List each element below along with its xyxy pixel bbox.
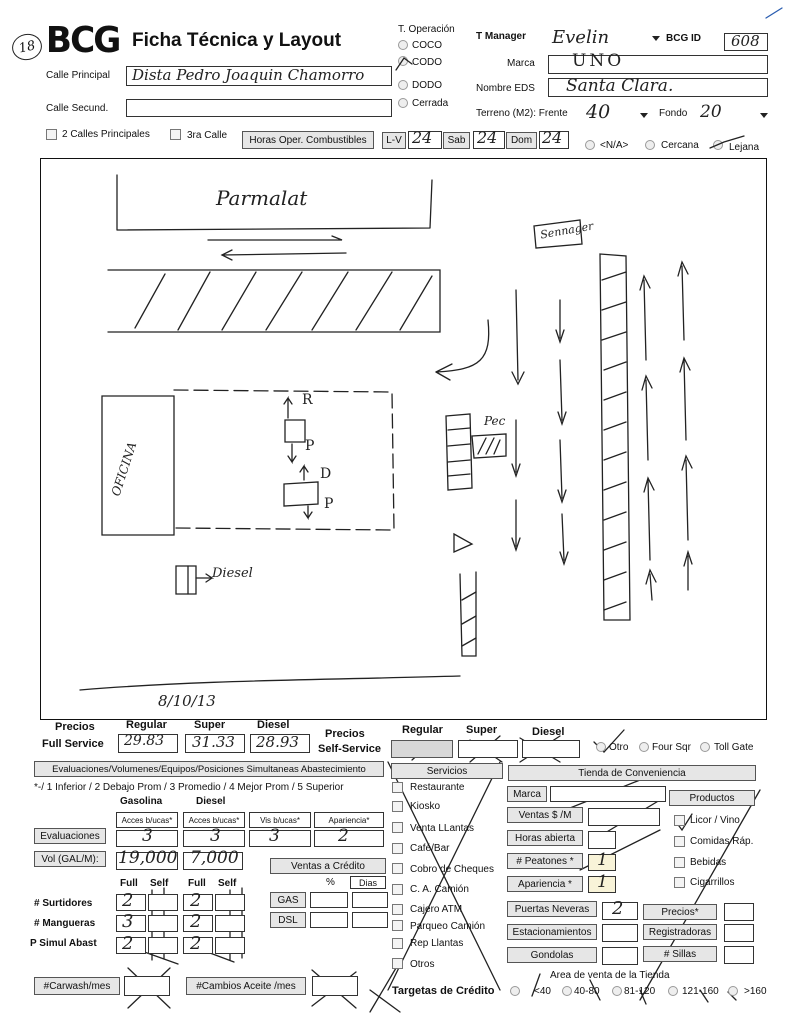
sab-value: 24 (477, 128, 498, 147)
aparien-header-text: Apariencia* (328, 815, 370, 825)
dos-calles-checkbox[interactable] (46, 129, 57, 140)
precios-tienda-label: Precios* (643, 904, 717, 920)
precio-diesel-value: 28.93 (256, 733, 299, 751)
simul-gas-full-value: 2 (122, 933, 134, 954)
area-label-0: <40 (534, 986, 551, 997)
eval-apar-field[interactable] (314, 830, 384, 847)
cambios-label: #Cambios Aceite /mes (186, 977, 306, 995)
surt-gas-self-field[interactable] (148, 894, 178, 911)
eval-vis-field[interactable] (249, 830, 311, 847)
registradoras-label: Registradoras (643, 924, 717, 940)
mang-dsl-full-value: 2 (190, 911, 202, 932)
marca-label: Marca (507, 58, 535, 69)
self-header-dsl: Self (218, 878, 237, 889)
area-label-4: >160 (744, 986, 767, 997)
servicio-checkbox-3[interactable] (392, 843, 403, 854)
precios-label: Precios (55, 721, 95, 733)
sketch-label-d: D (320, 466, 332, 482)
cambios-field[interactable] (312, 976, 358, 996)
t-operacion-cerrada: Cerrada (412, 98, 449, 109)
vol-gas-value: 19,000 (118, 848, 178, 868)
puertas-neveras-value: 2 (612, 898, 624, 919)
full-header-dsl: Full (188, 878, 206, 889)
t-operacion-radio-coco[interactable] (398, 40, 408, 50)
servicio-label-2: Venta LLantas (410, 823, 474, 834)
four-sqr-radio[interactable] (639, 742, 649, 752)
tienda-marca-label: Marca (507, 786, 547, 802)
visib-header (249, 812, 311, 828)
aparien-header (314, 812, 384, 828)
frente-dropdown-icon[interactable] (640, 113, 648, 118)
precio-super-value: 31.33 (192, 733, 235, 751)
peatones-label: # Peatones * (507, 853, 583, 869)
estacionamientos-field[interactable] (602, 924, 638, 942)
eval-apar-value: 2 (338, 826, 349, 846)
servicio-checkbox-1[interactable] (392, 801, 403, 812)
bcg-id-value: 608 (731, 32, 760, 50)
full-service-label: Full Service (42, 738, 104, 750)
producto-label-1: Comidas Ráp. (690, 836, 754, 847)
servicio-checkbox-5[interactable] (392, 884, 403, 895)
otro-radio[interactable] (596, 742, 606, 752)
producto-label-3: Cigarrillos (690, 877, 735, 888)
tienda-marca-field[interactable] (550, 786, 666, 802)
surt-dsl-self-field[interactable] (215, 894, 245, 911)
sketch-label-pec: Pec (484, 414, 506, 428)
sab-label: Sab (443, 132, 470, 149)
mangueras-label: # Mangueras (34, 918, 96, 929)
visib-header-text: Vis b/ucas* (260, 815, 300, 825)
precios-tienda-field[interactable] (724, 903, 754, 921)
sillas-field[interactable] (724, 946, 754, 964)
eval-vis-value: 3 (269, 826, 280, 846)
four-sqr-label: Four Sqr (652, 742, 691, 753)
page-title: Ficha Técnica y Layout (132, 30, 342, 51)
layout-sketch-area[interactable] (40, 158, 767, 720)
self-super-field[interactable] (458, 740, 518, 758)
precio-regular-header: Regular (126, 719, 167, 731)
t-operacion-coco: COCO (412, 40, 442, 51)
ventas-label: Ventas $ /M (507, 807, 583, 823)
fondo-value: 20 (700, 102, 722, 122)
tarjetas-credito-label: Targetas de Crédito (392, 985, 495, 997)
acces-dsl-header-text: Acces b/ucas* (188, 815, 240, 825)
carwash-label: #Carwash/mes (34, 977, 120, 995)
t-manager-value: Evelin (552, 27, 610, 48)
t-operacion-radio-cerrada[interactable] (398, 98, 408, 108)
precio-super-header: Super (194, 719, 226, 731)
surt-dsl-full-value: 2 (190, 890, 202, 911)
apariencia-label: Apariencia * (507, 876, 583, 892)
self-regular-field[interactable] (391, 740, 453, 758)
servicio-checkbox-6[interactable] (392, 904, 403, 915)
dom-value: 24 (542, 128, 563, 147)
servicio-checkbox-0[interactable] (392, 782, 403, 793)
self-precios-label: Precios (325, 728, 365, 740)
area-venta-label: Area de venta de la Tienda (550, 970, 670, 981)
eval-diesel-value: 3 (210, 826, 221, 846)
dsl-credit-label: DSL (270, 912, 306, 928)
servicio-checkbox-2[interactable] (392, 822, 403, 833)
ventas-field[interactable] (588, 808, 660, 826)
servicio-label-5: C. A. Camión (410, 884, 469, 895)
servicio-label-9: Otros (410, 959, 435, 970)
proximity-radio-cercana[interactable] (645, 140, 655, 150)
otro-label: Otro (609, 742, 629, 753)
full-header-gas: Full (120, 878, 138, 889)
horas-abierta-label: Horas abierta (507, 830, 583, 846)
servicio-label-3: Café/Bar (410, 843, 450, 854)
area-label-3: 121-160 (682, 986, 719, 997)
mang-gas-self-field[interactable] (148, 915, 178, 932)
vol-row-label: Vol (GAL/M): (34, 851, 106, 867)
carwash-field[interactable] (124, 976, 170, 996)
dsl-credit-pct-field[interactable] (310, 912, 348, 928)
proximity-label-cercana: Cercana (661, 140, 699, 151)
area-radio-0[interactable] (510, 986, 520, 996)
servicio-checkbox-8[interactable] (392, 938, 403, 949)
proximity-label-na: <N/A> (600, 140, 629, 151)
servicios-header: Servicios (391, 763, 503, 779)
producto-checkbox-3[interactable] (674, 877, 685, 888)
sketch-label-p1: P (305, 438, 315, 454)
self-header-gas: Self (150, 878, 169, 889)
area-label-2: 81-120 (624, 986, 656, 997)
apariencia-value: 1 (597, 872, 608, 892)
self-diesel-field[interactable] (522, 740, 580, 758)
nombre-eds-label: Nombre EDS (476, 83, 535, 94)
self-regular-header: Regular (402, 724, 443, 736)
surt-gas-full-value: 2 (122, 890, 134, 911)
t-manager-label: T Manager (476, 31, 527, 42)
proximity-label-lejana: Lejana (729, 142, 760, 153)
area-radio-4[interactable] (728, 986, 738, 996)
ventas-credito-header: Ventas a Crédito (270, 858, 386, 874)
dias-header (350, 876, 386, 889)
t-manager-dropdown-icon[interactable] (652, 36, 660, 41)
self-service-label: Self-Service (318, 743, 381, 755)
sketch-label-diesel: Diesel (212, 566, 253, 581)
gas-credit-label: GAS (270, 892, 306, 908)
servicio-label-7: Parqueo Camión (410, 921, 486, 932)
toll-gate-label: Toll Gate (714, 742, 754, 753)
self-super-header: Super (466, 724, 498, 736)
gasolina-header: Gasolina (120, 796, 163, 807)
registradoras-field[interactable] (724, 924, 754, 942)
calle-secund-field[interactable] (126, 99, 392, 117)
peatones-value: 1 (597, 850, 608, 870)
area-radio-1[interactable] (562, 986, 572, 996)
sketch-label-p2: P (324, 496, 334, 512)
evaluaciones-section-title: Evaluaciones/Volumenes/Equipos/Posiciones Simultaneas Abastecimiento (34, 761, 384, 777)
dsl-credit-dias-field[interactable] (352, 912, 388, 928)
servicio-label-6: Cajero ATM (410, 904, 463, 915)
sketch-date: 8/10/13 (158, 692, 216, 710)
self-diesel-header: Diesel (532, 726, 565, 738)
servicio-label-1: Kiosko (410, 801, 441, 812)
t-operacion-dodo: DODO (412, 80, 442, 91)
form-number (10, 31, 45, 63)
diesel-header: Diesel (196, 796, 226, 807)
bcg-logo: BCG (45, 20, 120, 61)
sketch-label-r: R (302, 392, 313, 408)
acces-gas-header-text: Acces b/ucas* (121, 815, 173, 825)
puertas-neveras-label: Puertas Neveras (507, 901, 597, 917)
evaluaciones-scale: *-/ 1 Inferior / 2 Debajo Prom / 3 Promedio / 4 Mejor Prom / 5 Superior (34, 782, 344, 793)
sketch-label-parmalat: Parmalat (216, 186, 308, 210)
simul-gas-self-field[interactable] (148, 937, 178, 954)
lv-label: L-V (382, 132, 406, 149)
eval-gas-value: 3 (142, 826, 153, 846)
lv-value: 24 (412, 128, 433, 147)
horas-abierta-field[interactable] (588, 831, 616, 849)
nombre-eds-value: Santa Clara. (566, 76, 674, 96)
estacionamientos-label: Estacionamientos (507, 924, 597, 940)
vol-diesel-value: 7,000 (190, 848, 239, 868)
tercera-calle-label: 3ra Calle (187, 130, 228, 141)
dos-calles-label: 2 Calles Principales (62, 129, 150, 140)
evaluaciones-row-label: Evaluaciones (34, 828, 106, 844)
gondolas-label: Gondolas (507, 947, 597, 963)
fondo-label: Fondo (659, 108, 688, 119)
producto-label-0: Licor / Vino (690, 815, 740, 826)
area-radio-3[interactable] (668, 986, 678, 996)
frente-value: 40 (586, 101, 611, 123)
producto-checkbox-1[interactable] (674, 836, 685, 847)
area-radio-2[interactable] (612, 986, 622, 996)
terreno-label: Terreno (M2): Frente (476, 108, 568, 119)
horas-oper-button[interactable]: Horas Oper. Combustibles (242, 131, 374, 149)
simul-dsl-full-value: 2 (190, 933, 202, 954)
simul-dsl-self-field[interactable] (215, 937, 245, 954)
t-operacion-radio-codo[interactable] (398, 56, 408, 66)
fondo-dropdown-icon[interactable] (760, 113, 768, 118)
servicio-label-8: Rep Llantas (410, 938, 464, 949)
calle-principal-value: Dista Pedro Joaquin Chamorro (132, 66, 365, 84)
pct-header: % (326, 877, 335, 888)
proximity-radio-na[interactable] (585, 140, 595, 150)
form-number-text: 18 (17, 37, 37, 57)
mang-gas-full-value: 3 (122, 911, 134, 932)
gas-credit-pct-field[interactable] (310, 892, 348, 908)
simul-label: P Simul Abast (30, 938, 97, 949)
dias-header-text: Dias (358, 877, 377, 888)
sillas-label: # Sillas (643, 946, 717, 962)
producto-label-2: Bebidas (690, 857, 727, 868)
dom-label: Dom (506, 132, 537, 149)
precio-regular-value: 29.83 (124, 733, 165, 749)
t-operacion-label: T. Operación (398, 24, 455, 35)
sketch-label-oficina: OFICINA (108, 440, 140, 498)
surtidores-label: # Surtidores (34, 898, 93, 909)
calle-secund-label: Calle Secund. (46, 103, 109, 114)
mang-dsl-self-field[interactable] (215, 915, 245, 932)
gondolas-field[interactable] (602, 947, 638, 965)
servicio-label-0: Restaurante (410, 782, 465, 793)
gas-credit-dias-field[interactable] (352, 892, 388, 908)
t-operacion-codo: CODO (412, 57, 442, 68)
servicio-label-4: Cobro de Cheques (410, 864, 494, 875)
servicio-checkbox-7[interactable] (392, 920, 403, 931)
sketch-label-sennager: Sennager (539, 219, 595, 242)
area-label-1: 40-80 (574, 986, 600, 997)
servicio-checkbox-9[interactable] (392, 958, 403, 969)
producto-checkbox-2[interactable] (674, 857, 685, 868)
calle-principal-label: Calle Principal (46, 70, 110, 81)
bcg-id-label: BCG ID (666, 33, 701, 44)
tercera-calle-checkbox[interactable] (170, 129, 181, 140)
tienda-header: Tienda de Conveniencia (508, 765, 756, 781)
servicio-checkbox-4[interactable] (392, 863, 403, 874)
productos-header: Productos (669, 790, 755, 806)
t-operacion-radio-dodo[interactable] (398, 80, 408, 90)
marca-value: UNO (572, 51, 625, 71)
producto-checkbox-0[interactable] (674, 815, 685, 826)
precio-diesel-header: Diesel (257, 719, 290, 731)
proximity-radio-lejana[interactable] (713, 140, 723, 150)
toll-gate-radio[interactable] (700, 742, 710, 752)
